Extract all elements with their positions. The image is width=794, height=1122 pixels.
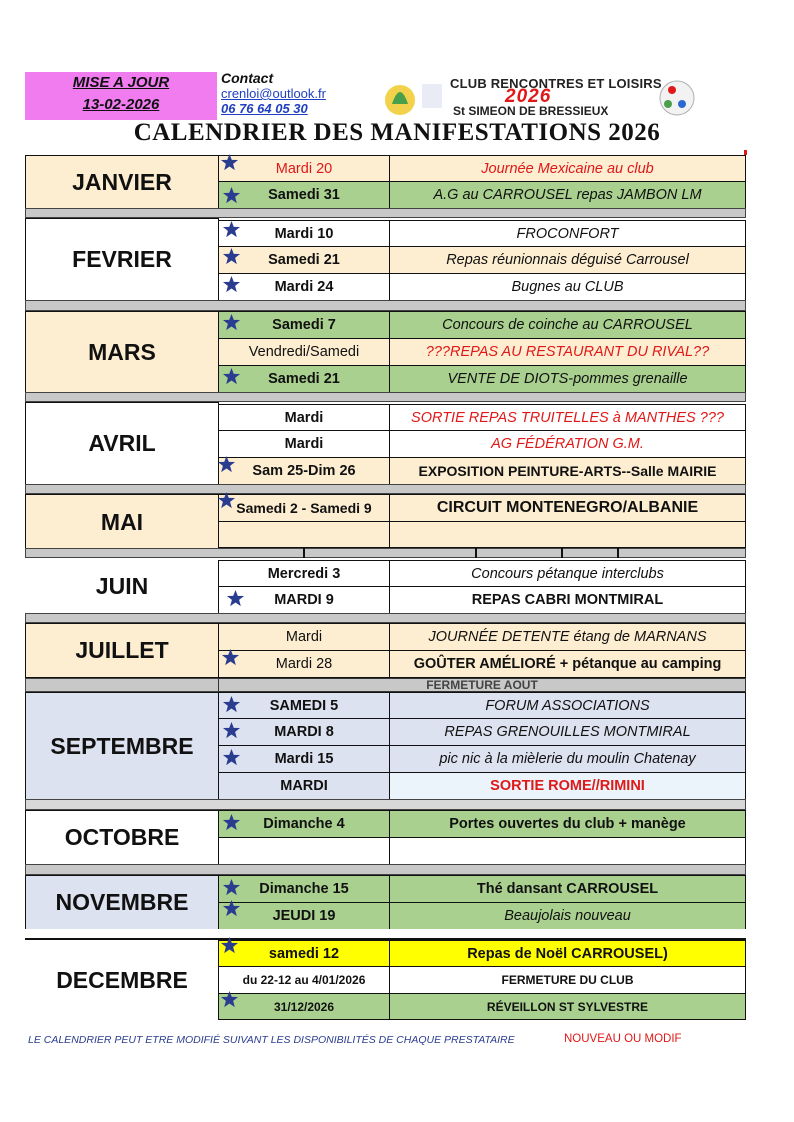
star-icon — [222, 813, 241, 832]
date-cell: Sam 25-Dim 26 — [218, 457, 390, 485]
event-cell: Portes ouvertes du club + manège — [389, 810, 746, 838]
footer-legend: NOUVEAU OU MODIF — [564, 1033, 682, 1045]
star-icon — [222, 247, 241, 266]
event-cell: SORTIE ROME//RIMINI — [389, 772, 746, 800]
separator — [25, 300, 746, 311]
month-decembre: DECEMBRE — [25, 940, 219, 1020]
month-fevrier: FEVRIER — [25, 218, 219, 301]
star-icon — [222, 367, 241, 386]
month-novembre: NOVEMBRE — [25, 875, 219, 930]
club-name: CLUB RENCONTRES ET LOISIRS — [450, 76, 662, 91]
event-cell: REPAS GRENOUILLES MONTMIRAL — [389, 718, 746, 746]
month-septembre: SEPTEMBRE — [25, 692, 219, 800]
event-cell: SORTIE REPAS TRUITELLES à MANTHES ??? — [389, 404, 746, 431]
star-icon — [226, 589, 245, 608]
star-icon — [222, 878, 241, 897]
date-cell: Mardi 24 — [218, 273, 390, 301]
date-cell: JEUDI 19 — [218, 902, 390, 930]
month-juillet: JUILLET — [25, 623, 219, 678]
contact-block — [221, 71, 326, 116]
month-mars: MARS — [25, 311, 219, 393]
divider — [561, 548, 563, 558]
event-cell: AG FÉDÉRATION G.M. — [389, 430, 746, 458]
star-icon — [217, 491, 236, 510]
separator — [25, 864, 746, 875]
date-cell: Samedi 2 - Samedi 9 — [218, 494, 390, 522]
star-icon — [222, 313, 241, 332]
event-cell: FERMETURE DU CLUB — [389, 966, 746, 994]
date-cell: MARDI 9 — [218, 586, 390, 614]
month-janvier: JANVIER — [25, 155, 219, 209]
separator — [25, 613, 746, 623]
date-cell: Vendredi/Samedi — [218, 338, 390, 366]
month-juin: JUIN — [25, 558, 219, 614]
page-title: CALENDRIER DES MANIFESTATIONS 2026 — [133, 119, 661, 146]
contact-label: Contact — [221, 70, 274, 86]
event-cell: VENTE DE DIOTS-pommes grenaille — [389, 365, 746, 393]
month-avril: AVRIL — [25, 402, 219, 485]
date-cell: Dimanche 4 — [218, 810, 390, 838]
date-cell: Samedi 21 — [218, 365, 390, 393]
date-cell: Mardi 15 — [218, 745, 390, 773]
empty-cell — [389, 521, 746, 548]
divider — [303, 548, 305, 558]
event-cell: Concours pétanque interclubs — [389, 560, 746, 587]
star-icon — [222, 899, 241, 918]
date-cell: Mardi — [218, 404, 390, 431]
event-cell: GOÛTER AMÉLIORÉ + pétanque au camping — [389, 650, 746, 678]
separator — [25, 799, 746, 810]
contact-phone[interactable]: 06 76 64 05 30 — [221, 101, 308, 116]
star-icon — [221, 648, 240, 667]
star-icon — [222, 220, 241, 239]
date-cell: 31/12/2026 — [218, 993, 390, 1020]
date-cell: MARDI 8 — [218, 718, 390, 746]
divider — [617, 548, 619, 558]
date-cell: samedi 12 — [218, 940, 390, 967]
date-cell: Mardi — [218, 623, 390, 651]
footer-note: LE CALENDRIER PEUT ETRE MODIFIÉ SUIVANT LES DISPONIBILITÉS DE CHAQUE PRESTATAIRE — [28, 1034, 515, 1046]
separator — [25, 678, 219, 692]
event-cell: Thé dansant CARROUSEL — [389, 875, 746, 903]
date-cell: du 22-12 au 4/01/2026 — [218, 966, 390, 994]
date-cell: Mardi 28 — [218, 650, 390, 678]
date-cell: Samedi 31 — [218, 181, 390, 209]
event-cell: FROCONFORT — [389, 220, 746, 247]
event-cell: A.G au CARROUSEL repas JAMBON LM — [389, 181, 746, 209]
update-label: MISE A JOUR — [72, 74, 170, 91]
event-cell: Beaujolais nouveau — [389, 902, 746, 930]
event-cell: REPAS CABRI MONTMIRAL — [389, 586, 746, 614]
date-cell: Samedi 21 — [218, 246, 390, 274]
date-cell: Dimanche 15 — [218, 875, 390, 903]
event-cell: Concours de coinche au CARROUSEL — [389, 311, 746, 339]
divider — [475, 548, 477, 558]
closure-august: FERMETURE AOUT — [218, 678, 746, 692]
date-cell: MARDI — [218, 772, 390, 800]
date-cell: Mardi — [218, 430, 390, 458]
month-mai: MAI — [25, 494, 219, 551]
event-cell: ???REPAS AU RESTAURANT DU RIVAL?? — [389, 338, 746, 366]
star-icon — [220, 153, 239, 172]
star-icon — [220, 990, 239, 1009]
contact-email[interactable]: crenloi@outlook.fr — [221, 86, 326, 101]
date-cell: Mardi 10 — [218, 220, 390, 247]
event-cell: EXPOSITION PEINTURE-ARTS--Salle MAIRIE — [389, 457, 746, 485]
event-cell: FORUM ASSOCIATIONS — [389, 692, 746, 719]
event-cell: Bugnes au CLUB — [389, 273, 746, 301]
date-cell: SAMEDI 5 — [218, 692, 390, 719]
separator — [25, 548, 746, 558]
update-box — [25, 72, 217, 120]
separator — [25, 392, 746, 402]
separator — [25, 208, 746, 218]
date-cell: Mercredi 3 — [218, 560, 390, 587]
event-cell: pic nic à la mièlerie du moulin Chatenay — [389, 745, 746, 773]
star-icon — [222, 748, 241, 767]
star-icon — [220, 936, 239, 955]
empty-cell — [389, 837, 746, 865]
star-icon — [222, 186, 241, 205]
event-cell: CIRCUIT MONTENEGRO/ALBANIE — [389, 494, 746, 522]
club-year: 2026 — [505, 86, 552, 107]
event-cell: Repas réunionnais déguisé Carrousel — [389, 246, 746, 274]
event-cell: Journée Mexicaine au club — [389, 155, 746, 182]
star-icon — [222, 721, 241, 740]
empty-cell — [218, 521, 390, 548]
star-icon — [222, 275, 241, 294]
update-date: 13-02-2026 — [82, 96, 160, 113]
club-location: St SIMEON DE BRESSIEUX — [453, 104, 609, 118]
star-icon — [222, 695, 241, 714]
date-cell: Mardi 20 — [218, 155, 390, 182]
date-cell: Samedi 7 — [218, 311, 390, 339]
separator — [25, 484, 746, 494]
star-icon — [217, 455, 236, 474]
month-octobre: OCTOBRE — [25, 810, 219, 865]
event-cell: JOURNÉE DETENTE étang de MARNANS — [389, 623, 746, 651]
event-cell: Repas de Noël CARROUSEL) — [389, 940, 746, 967]
separator — [25, 929, 746, 938]
empty-cell — [218, 837, 390, 865]
event-cell: RÉVEILLON ST SYLVESTRE — [389, 993, 746, 1020]
